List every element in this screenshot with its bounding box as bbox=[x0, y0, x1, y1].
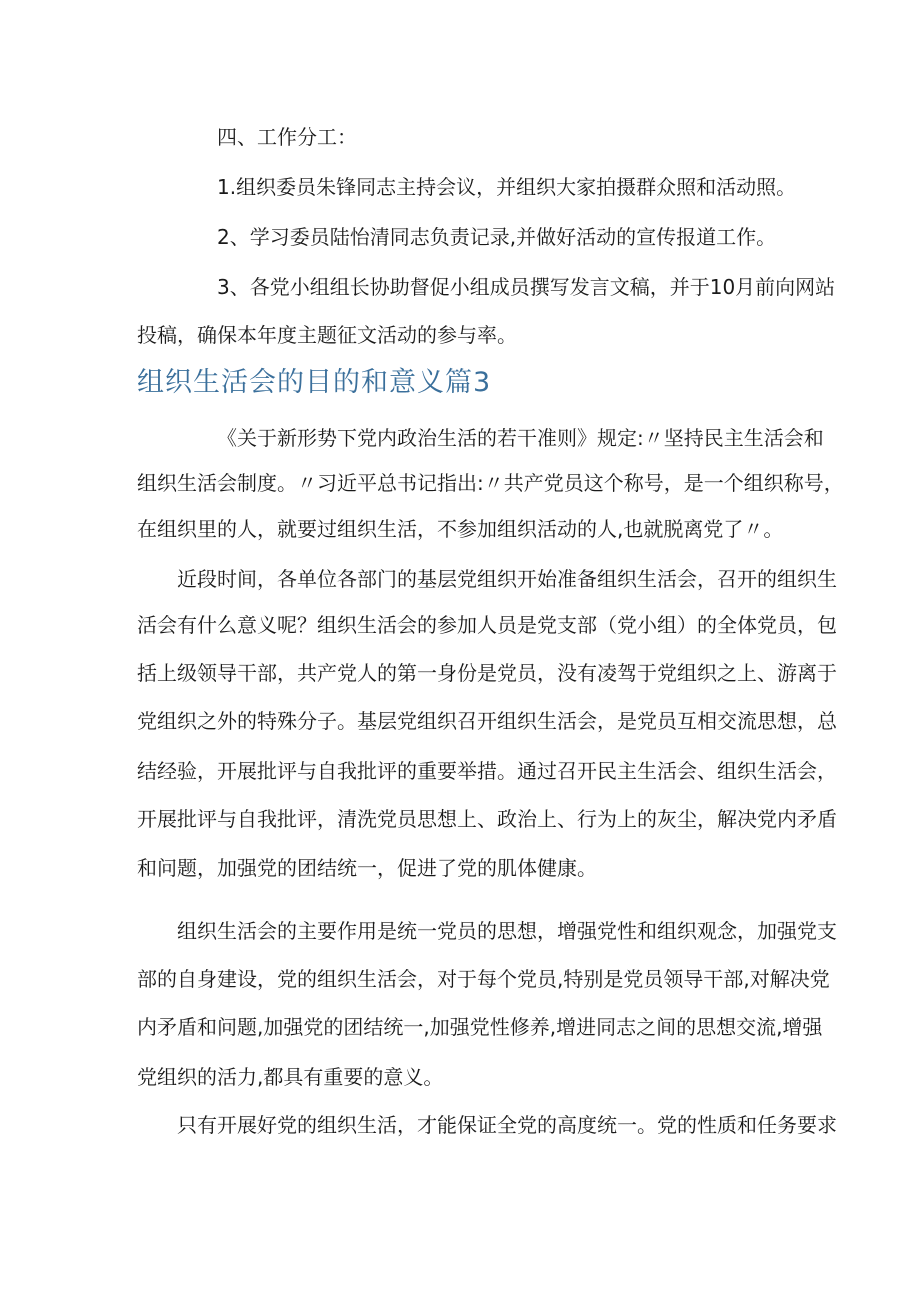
paragraph-3-line: 党组织的活力,都具有重要的意义。 bbox=[137, 1065, 444, 1089]
paragraph-2-line: 近段时间，各单位各部门的基层党组织开始准备组织生活会，召开的组织生 bbox=[177, 567, 837, 591]
work-item-2: 2、学习委员陆怡清同志负责记录,并做好活动的宣传报道工作。 bbox=[217, 225, 777, 249]
work-item-3-line-1: 3、各党小组组长协助督促小组成员撰写发言文稿，并于10月前向网站 bbox=[217, 275, 836, 299]
paragraph-2-line: 活会有什么意义呢？组织生活会的参加人员是党支部（党小组）的全体党员，包 bbox=[137, 613, 837, 637]
paragraph-2-line: 结经验，开展批评与自我批评的重要举措。通过召开民主生活会、组织生活会， bbox=[137, 759, 837, 783]
section-four-title: 四、工作分工： bbox=[217, 125, 357, 149]
paragraph-2-line: 党组织之外的特殊分子。基层党组织召开组织生活会，是党员互相交流思想，总 bbox=[137, 709, 837, 733]
paragraph-2-line: 开展批评与自我批评，清洗党员思想上、政治上、行为上的灰尘，解决党内矛盾 bbox=[137, 807, 837, 831]
paragraph-3-line: 部的自身建设，党的组织生活会，对于每个党员,特别是党员领导干部,对解决党 bbox=[137, 967, 830, 991]
paragraph-1-line: 《关于新形势下党内政治生活的若干准则》规定:〃坚持民主生活会和 bbox=[217, 426, 824, 450]
paragraph-3-line: 组织生活会的主要作用是统一党员的思想，增强党性和组织观念，加强党支 bbox=[177, 919, 837, 943]
paragraph-1-line: 组织生活会制度。〃习近平总书记指出:〃共产党员这个称号，是一个组织称号， bbox=[137, 471, 844, 495]
paragraph-1-line: 在组织里的人，就要过组织生活，不参加组织活动的人,也就脱离党了〃。 bbox=[137, 517, 784, 541]
work-item-3-line-2: 投稿，确保本年度主题征文活动的参与率。 bbox=[137, 323, 517, 347]
paragraph-2-line: 和问题，加强党的团结统一，促进了党的肌体健康。 bbox=[137, 856, 597, 880]
section-heading: 组织生活会的目的和意义篇3 bbox=[137, 367, 492, 398]
paragraph-2-line: 括上级领导干部，共产党人的第一身份是党员，没有凌驾于党组织之上、游离于 bbox=[137, 661, 837, 685]
paragraph-3-line: 内矛盾和问题,加强党的团结统一,加强党性修养,增进同志之间的思想交流,增强 bbox=[137, 1015, 823, 1039]
paragraph-4-line: 只有开展好党的组织生活，才能保证全党的高度统一。党的性质和任务要求 bbox=[177, 1113, 837, 1137]
work-item-1: 1.组织委员朱锋同志主持会议，并组织大家拍摄群众照和活动照。 bbox=[217, 175, 797, 199]
